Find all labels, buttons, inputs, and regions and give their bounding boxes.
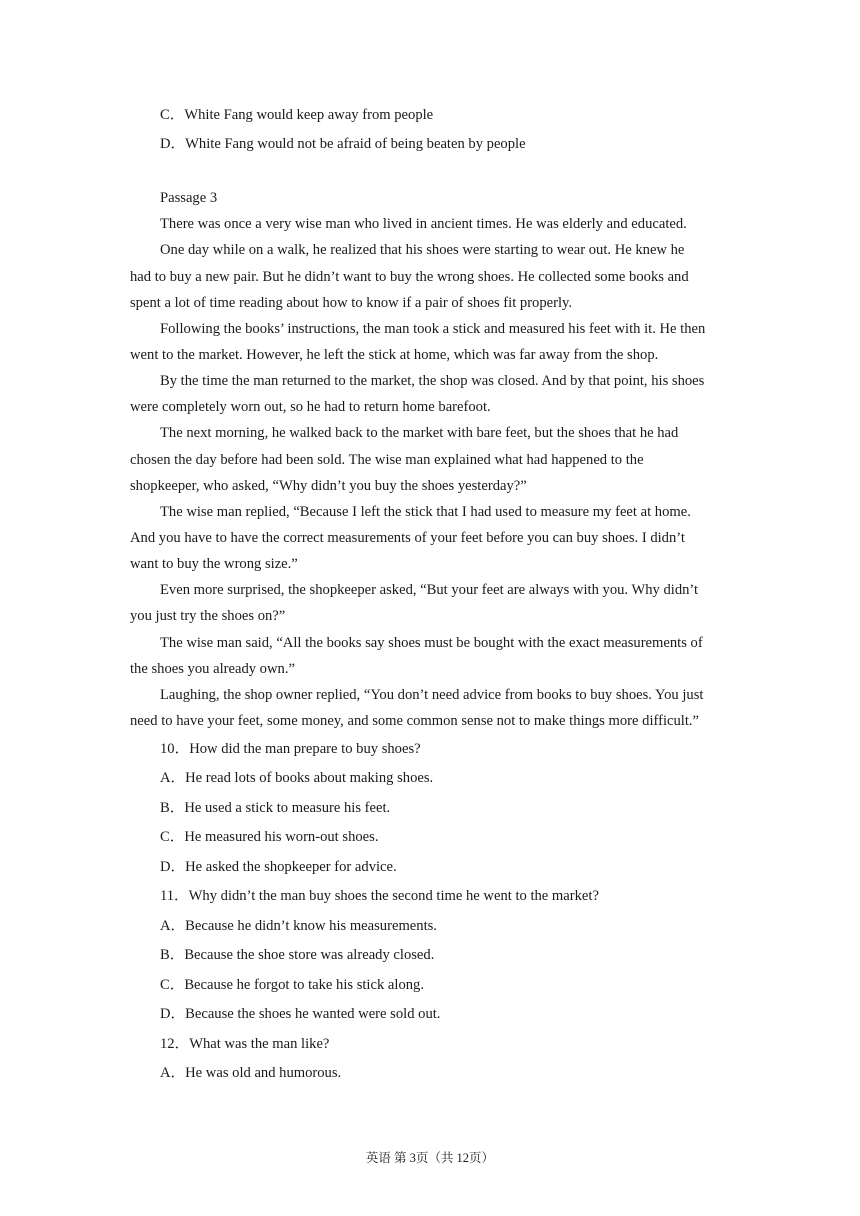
question-12-option-a: A．He was old and humorous. — [160, 1065, 342, 1081]
passage-paragraph-7-line-2: you just try the shoes on?” — [130, 608, 286, 624]
passage-paragraph-2-line-1: One day while on a walk, he realized that his shoes were starting to wear out. He knew he — [160, 242, 685, 258]
question-10-option-d: D．He asked the shopkeeper for advice. — [160, 859, 397, 875]
prev-option-d: D．White Fang would not be afraid of being beaten by people — [160, 136, 526, 152]
passage-paragraph-3-line-1: Following the books’ instructions, the man took a stick and measured his feet with it. He then — [160, 321, 706, 337]
prev-option-c: C．White Fang would keep away from people — [160, 107, 434, 123]
passage-paragraph-4-line-2: were completely worn out, so he had to return home barefoot. — [130, 399, 491, 415]
passage-paragraph-6-line-2: And you have to have the correct measurements of your feet before you can buy shoes. I didn’t — [130, 530, 685, 546]
passage-title: Passage 3 — [160, 190, 218, 206]
question-10-stem: 10．How did the man prepare to buy shoes? — [160, 741, 421, 757]
passage-paragraph-5-line-2: chosen the day before had been sold. The wise man explained what had happened to the — [130, 452, 644, 468]
question-11-option-d: D．Because the shoes he wanted were sold out. — [160, 1006, 441, 1022]
question-11-option-a: A．Because he didn’t know his measurements. — [160, 918, 437, 934]
passage-paragraph-8-line-1: The wise man said, “All the books say shoes must be bought with the exact measurements of — [160, 635, 703, 651]
question-10-option-a: A．He read lots of books about making shoes. — [160, 770, 434, 786]
passage-paragraph-6-line-1: The wise man replied, “Because I left the stick that I had used to measure my feet at home. — [160, 504, 691, 520]
question-11-stem: 11．Why didn’t the man buy shoes the second time he went to the market? — [160, 888, 599, 904]
question-10-option-c: C．He measured his worn-out shoes. — [160, 829, 379, 845]
passage-paragraph-5-line-1: The next morning, he walked back to the market with bare feet, but the shoes that he had — [160, 425, 679, 441]
page-footer: 英语 第 3页（共 12页） — [365, 1151, 495, 1165]
passage-paragraph-1: There was once a very wise man who lived in ancient times. He was elderly and educated. — [160, 216, 687, 232]
passage-paragraph-3-line-2: went to the market. However, he left the stick at home, which was far away from the shop. — [130, 347, 659, 363]
passage-paragraph-2-line-2: had to buy a new pair. But he didn’t want to buy the wrong shoes. He collected some books and — [130, 269, 689, 285]
passage-paragraph-4-line-1: By the time the man returned to the market, the shop was closed. And by that point, his shoes — [160, 373, 705, 389]
question-11-option-b: B．Because the shoe store was already closed. — [160, 947, 435, 963]
passage-paragraph-8-line-2: the shoes you already own.” — [130, 661, 295, 677]
question-11-option-c: C．Because he forgot to take his stick along. — [160, 977, 424, 993]
question-12-stem: 12．What was the man like? — [160, 1036, 330, 1052]
question-10-option-b: B．He used a stick to measure his feet. — [160, 800, 391, 816]
passage-paragraph-2-line-3: spent a lot of time reading about how to know if a pair of shoes fit properly. — [130, 295, 573, 311]
passage-paragraph-9-line-2: need to have your feet, some money, and some common sense not to make things more difficult.” — [130, 713, 700, 729]
passage-paragraph-9-line-1: Laughing, the shop owner replied, “You don’t need advice from books to buy shoes. You just — [160, 687, 704, 703]
passage-paragraph-7-line-1: Even more surprised, the shopkeeper asked, “But your feet are always with you. Why didn’t — [160, 582, 699, 598]
passage-paragraph-6-line-3: want to buy the wrong size.” — [130, 556, 298, 572]
passage-paragraph-5-line-3: shopkeeper, who asked, “Why didn’t you buy the shoes yesterday?” — [130, 478, 527, 494]
